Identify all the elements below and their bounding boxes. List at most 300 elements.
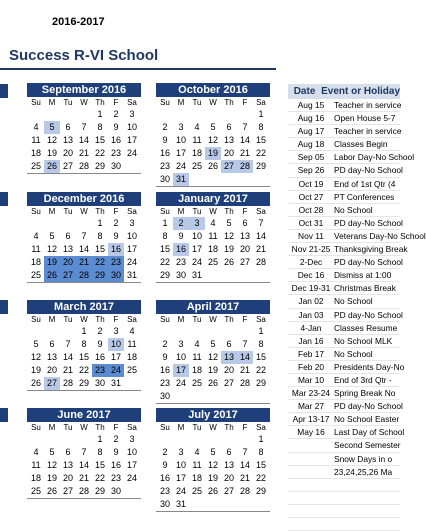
weekday-label: Sa [256,207,266,216]
day-cell: 21 [78,148,89,158]
day-cell: 19 [207,473,218,483]
weekday-label: Th [224,98,234,107]
day-cell: 10 [175,135,186,145]
day-cell [44,433,60,446]
event-row [288,112,400,125]
event-row [288,335,400,348]
day-cell: 5 [210,339,216,349]
day-cell: 10 [126,122,137,132]
week-row [156,217,270,230]
day-cell: 1 [258,434,264,444]
event-text: Dismiss at 1:00 [334,270,392,281]
event-note: Snow Days in o [288,453,400,466]
event-date: Aug 18 [297,139,325,150]
day-cell: 2 [113,434,119,444]
day-cell: 17 [110,352,121,362]
day-cell: 5 [210,447,216,457]
day-cell [173,108,189,121]
day-cell: 17 [126,135,137,145]
event-row [288,387,400,400]
month-bottom-rule [156,403,270,404]
event-text: PD day-No School [334,217,403,228]
weekday-label: Sa [256,315,266,324]
day-cell: 4 [194,339,200,349]
title-rule [0,68,276,70]
weekday-label: Sa [256,423,266,432]
day-cell: 28 [78,486,89,496]
event-row [288,361,405,374]
day-cell: 14 [78,460,89,470]
week-row [27,472,141,485]
day-cell: 26 [46,486,57,496]
weekday-label: Su [31,423,41,432]
day-cell [189,433,205,446]
day-cell: 17 [126,244,137,254]
day-cell: 23 [92,364,108,377]
weekday-label: Tu [63,98,73,107]
day-cell: 8 [258,447,264,457]
school-title: Success R-VI School [9,47,159,64]
day-cell: 12 [207,352,218,362]
day-cell: 15 [78,352,89,362]
weekday-label: Th [95,315,105,324]
event-text: Teacher in service [334,126,402,137]
day-cell: 28 [239,486,250,496]
week-row [156,377,270,390]
day-cell: 22 [159,257,170,267]
day-cell: 8 [81,339,87,349]
day-cell: 1 [97,218,103,228]
day-cell: 20 [60,256,76,269]
day-cell: 4 [33,122,39,132]
event-date: Aug 17 [297,126,325,137]
month-bottom-rule [156,186,270,187]
day-cell: 30 [159,499,170,509]
week-row [156,230,270,243]
day-cell: 5 [33,339,39,349]
day-cell: 29 [94,161,105,171]
event-date: Oct 19 [298,178,324,189]
day-cell: 7 [81,447,87,457]
day-cell: 14 [255,231,266,241]
day-cell [237,498,253,511]
day-cell: 20 [223,365,234,375]
event-date: Aug 15 [297,100,325,110]
event-date: Jan 03 [298,309,324,320]
day-cell: 7 [242,122,248,132]
event-row [288,426,405,439]
day-cell [173,390,189,403]
weekday-header [27,97,141,108]
day-cell: 28 [237,160,253,173]
day-cell: 6 [65,122,71,132]
event-date: Mar 10 [297,374,325,385]
day-cell: 25 [30,486,41,496]
day-cell: 11 [192,460,202,470]
month-bottom-rule [27,498,141,499]
day-cell: 7 [242,339,248,349]
day-cell: 8 [162,231,168,241]
day-cell: 15 [94,135,105,145]
weekday-label: M [177,207,185,216]
day-cell: 15 [94,244,105,254]
day-cell: 8 [258,339,264,349]
event-row [288,282,400,295]
day-cell: 19 [223,244,234,254]
event-row [288,322,400,335]
day-cell: 23 [159,486,170,496]
day-cell: 30 [94,378,105,388]
weekday-label: M [177,423,185,432]
weekday-label: Tu [192,423,202,432]
week-row [27,325,141,338]
day-cell [205,498,221,511]
month-bottom-rule [156,282,270,283]
day-cell: 21 [239,365,250,375]
day-cell: 7 [258,218,264,228]
day-cell [237,433,253,446]
day-cell [157,325,173,338]
event-text: Classes Resume [334,322,398,333]
day-cell: 6 [226,339,232,349]
partial-left-header-1 [0,84,8,98]
day-cell: 11 [192,135,202,145]
day-cell: 2 [97,326,103,336]
day-cell: 30 [175,270,186,280]
day-cell: 24 [175,378,186,388]
weekday-label: W [209,207,217,216]
day-cell: 29 [255,378,266,388]
month-bottom-rule [156,511,270,512]
event-date: 4-Jan [300,322,322,333]
weekday-label: Tu [192,207,202,216]
day-cell: 28 [62,378,73,388]
weekday-label: W [80,98,88,107]
weekday-header [156,97,270,108]
day-cell [28,108,44,121]
day-cell: 9 [113,231,119,241]
day-cell: 25 [191,486,202,496]
week-row [156,121,270,134]
day-cell [205,390,221,403]
event-date: 2-Dec [299,257,323,268]
event-date: Apr 13-17 [292,414,330,425]
day-cell: 1 [162,218,168,228]
day-cell: 31 [175,499,186,509]
day-cell [60,433,76,446]
day-cell: 11 [31,244,41,254]
day-cell [205,325,221,338]
day-cell [237,325,253,338]
day-cell: 22 [94,473,105,483]
event-row [288,374,400,387]
event-date: Nov 21-25 [291,244,331,255]
event-date: Nov 11 [298,230,324,241]
event-row [288,204,400,217]
event-text: No School MLK [334,335,393,346]
weekday-header [27,314,141,325]
day-cell [124,160,140,173]
day-cell: 14 [78,244,89,254]
day-cell: 14 [237,351,253,364]
day-cell [205,269,221,282]
event-row [288,256,403,269]
day-cell: 21 [239,473,250,483]
day-cell: 13 [62,244,73,254]
event-date: Aug 16 [297,113,325,124]
day-cell: 16 [108,243,124,256]
day-cell: 16 [159,148,170,158]
day-cell: 23 [110,473,121,483]
day-cell [221,433,237,446]
day-cell: 10 [175,460,186,470]
event-date: May 16 [297,427,325,438]
day-cell: 26 [30,378,41,388]
day-cell: 13 [62,135,73,145]
weekday-label: Su [160,207,170,216]
event-note: 23,24,25,26 Ma [288,466,400,479]
day-cell [189,108,205,121]
week-row [156,325,270,338]
day-cell: 9 [113,122,119,132]
month-calendar [156,83,270,187]
day-cell: 3 [178,339,184,349]
day-cell [124,485,140,498]
week-row [27,147,141,160]
day-cell: 23 [159,161,170,171]
week-row [27,459,141,472]
month-title: October 2016 [156,83,270,97]
day-cell: 6 [242,218,248,228]
month-calendar [27,83,141,174]
day-cell [44,325,60,338]
weekday-label: F [113,207,119,216]
day-cell: 29 [94,486,105,496]
week-row [156,498,270,511]
events-rows [288,99,426,531]
event-date: Oct 31 [298,217,324,228]
day-cell [253,269,269,282]
weekday-label: M [48,423,56,432]
day-cell: 22 [255,473,266,483]
week-row [156,134,270,147]
month-title: March 2017 [27,300,141,314]
day-cell: 22 [255,365,266,375]
event-row [288,400,403,413]
day-cell: 19 [46,148,57,158]
week-row [27,338,141,351]
weekday-label: M [177,98,185,107]
event-date: Dec 19-31 [291,283,331,294]
month-bottom-rule [27,173,141,174]
weekday-label: Th [224,207,234,216]
day-cell: 12 [46,244,57,254]
day-cell: 6 [226,122,232,132]
weekday-label: W [80,315,88,324]
day-cell: 20 [62,473,73,483]
day-cell: 21 [255,244,266,254]
day-cell: 1 [258,326,264,336]
day-cell: 10 [108,338,124,351]
weekday-label: Su [31,207,41,216]
day-cell [221,173,237,186]
week-row [156,147,270,160]
day-cell: 1 [97,434,103,444]
day-cell: 6 [226,447,232,457]
events-header-date: Date [293,86,316,97]
day-cell [157,108,173,121]
day-cell: 11 [127,339,137,349]
partial-left-header-2 [0,192,8,206]
day-cell: 21 [78,473,89,483]
week-row [27,269,141,282]
day-cell: 9 [97,339,103,349]
event-row [288,151,415,164]
day-cell: 13 [223,460,234,470]
week-row [27,243,141,256]
day-cell: 2 [162,447,168,457]
day-cell: 4 [210,218,216,228]
day-cell: 29 [92,269,108,282]
weekday-label: Tu [192,98,202,107]
day-cell [237,108,253,121]
week-row [156,243,270,256]
day-cell [28,325,44,338]
event-blank-row [288,479,400,492]
day-cell: 15 [255,460,266,470]
day-cell: 3 [189,217,205,230]
day-cell: 30 [110,486,121,496]
day-cell: 20 [223,473,234,483]
weekday-label: Th [224,423,234,432]
day-cell: 7 [242,447,248,457]
event-date: Feb 20 [297,361,325,372]
day-cell: 17 [175,473,186,483]
day-cell [221,390,237,403]
event-date: Jan 16 [298,335,324,346]
day-cell: 5 [49,447,55,457]
events-header [288,84,400,99]
weekday-label: M [48,207,56,216]
day-cell: 27 [62,161,73,171]
week-row [156,433,270,446]
day-cell: 11 [192,352,202,362]
day-cell: 6 [49,339,55,349]
day-cell: 5 [210,122,216,132]
weekday-label: Sa [127,315,137,324]
day-cell: 22 [92,256,108,269]
weekday-label: F [242,207,248,216]
day-cell: 19 [30,365,41,375]
weekday-label: Tu [63,315,73,324]
day-cell [44,217,60,230]
day-cell: 12 [30,352,41,362]
day-cell: 29 [255,161,266,171]
weekday-label: Sa [256,98,266,107]
day-cell: 29 [78,378,89,388]
weekday-label: W [209,423,217,432]
day-cell [237,173,253,186]
day-cell: 31 [126,270,137,280]
weekday-label: W [209,315,217,324]
day-cell: 31 [173,173,189,186]
day-cell: 18 [30,148,41,158]
day-cell: 21 [76,256,92,269]
event-date: Sep 05 [297,152,325,163]
event-text: No School [334,296,373,307]
day-cell: 25 [126,365,137,375]
day-cell: 9 [162,135,168,145]
day-cell [76,108,92,121]
day-cell: 13 [223,135,234,145]
day-cell: 12 [207,135,218,145]
weekday-label: F [242,98,248,107]
week-row [27,256,141,269]
day-cell: 24 [126,148,137,158]
day-cell: 3 [178,122,184,132]
day-cell: 25 [191,378,202,388]
day-cell: 11 [31,460,41,470]
day-cell [76,217,92,230]
day-cell [205,108,221,121]
event-text: Thanksgiving Break [334,244,408,255]
day-cell: 27 [44,377,60,390]
event-row [288,348,400,361]
day-cell: 10 [126,447,137,457]
month-title: December 2016 [27,192,141,206]
event-text: PD day-No School [334,401,403,412]
day-cell: 16 [110,460,121,470]
event-blank-row [288,518,400,531]
day-cell: 9 [162,460,168,470]
day-cell: 21 [239,148,250,158]
day-cell: 3 [178,447,184,457]
weekday-label: Th [224,315,234,324]
event-text: No School Easter [334,414,400,425]
day-cell: 12 [46,135,57,145]
day-cell: 10 [175,352,186,362]
day-cell: 15 [159,244,170,254]
event-blank-row [288,505,400,518]
day-cell: 12 [207,460,218,470]
event-date: Feb 17 [297,348,325,359]
event-row [288,164,403,177]
day-cell [221,108,237,121]
year-range: 2016-2017 [52,16,105,28]
day-cell: 29 [159,270,170,280]
week-row [156,108,270,121]
week-row [27,108,141,121]
event-date: Sep 26 [297,165,325,176]
day-cell: 28 [239,378,250,388]
event-row [288,99,400,112]
day-cell: 19 [44,256,60,269]
day-cell: 11 [208,231,218,241]
day-cell: 26 [44,160,60,173]
event-row [288,243,408,256]
day-cell: 3 [129,109,135,119]
month-title: June 2017 [27,408,141,422]
event-row [288,217,403,230]
weekday-label: Th [95,207,105,216]
week-row [156,472,270,485]
day-cell: 22 [78,365,89,375]
day-cell: 27 [221,160,237,173]
event-text: No School [334,204,373,215]
day-cell: 2 [173,217,189,230]
week-row [27,446,141,459]
event-text: PD day-No School [334,257,403,268]
